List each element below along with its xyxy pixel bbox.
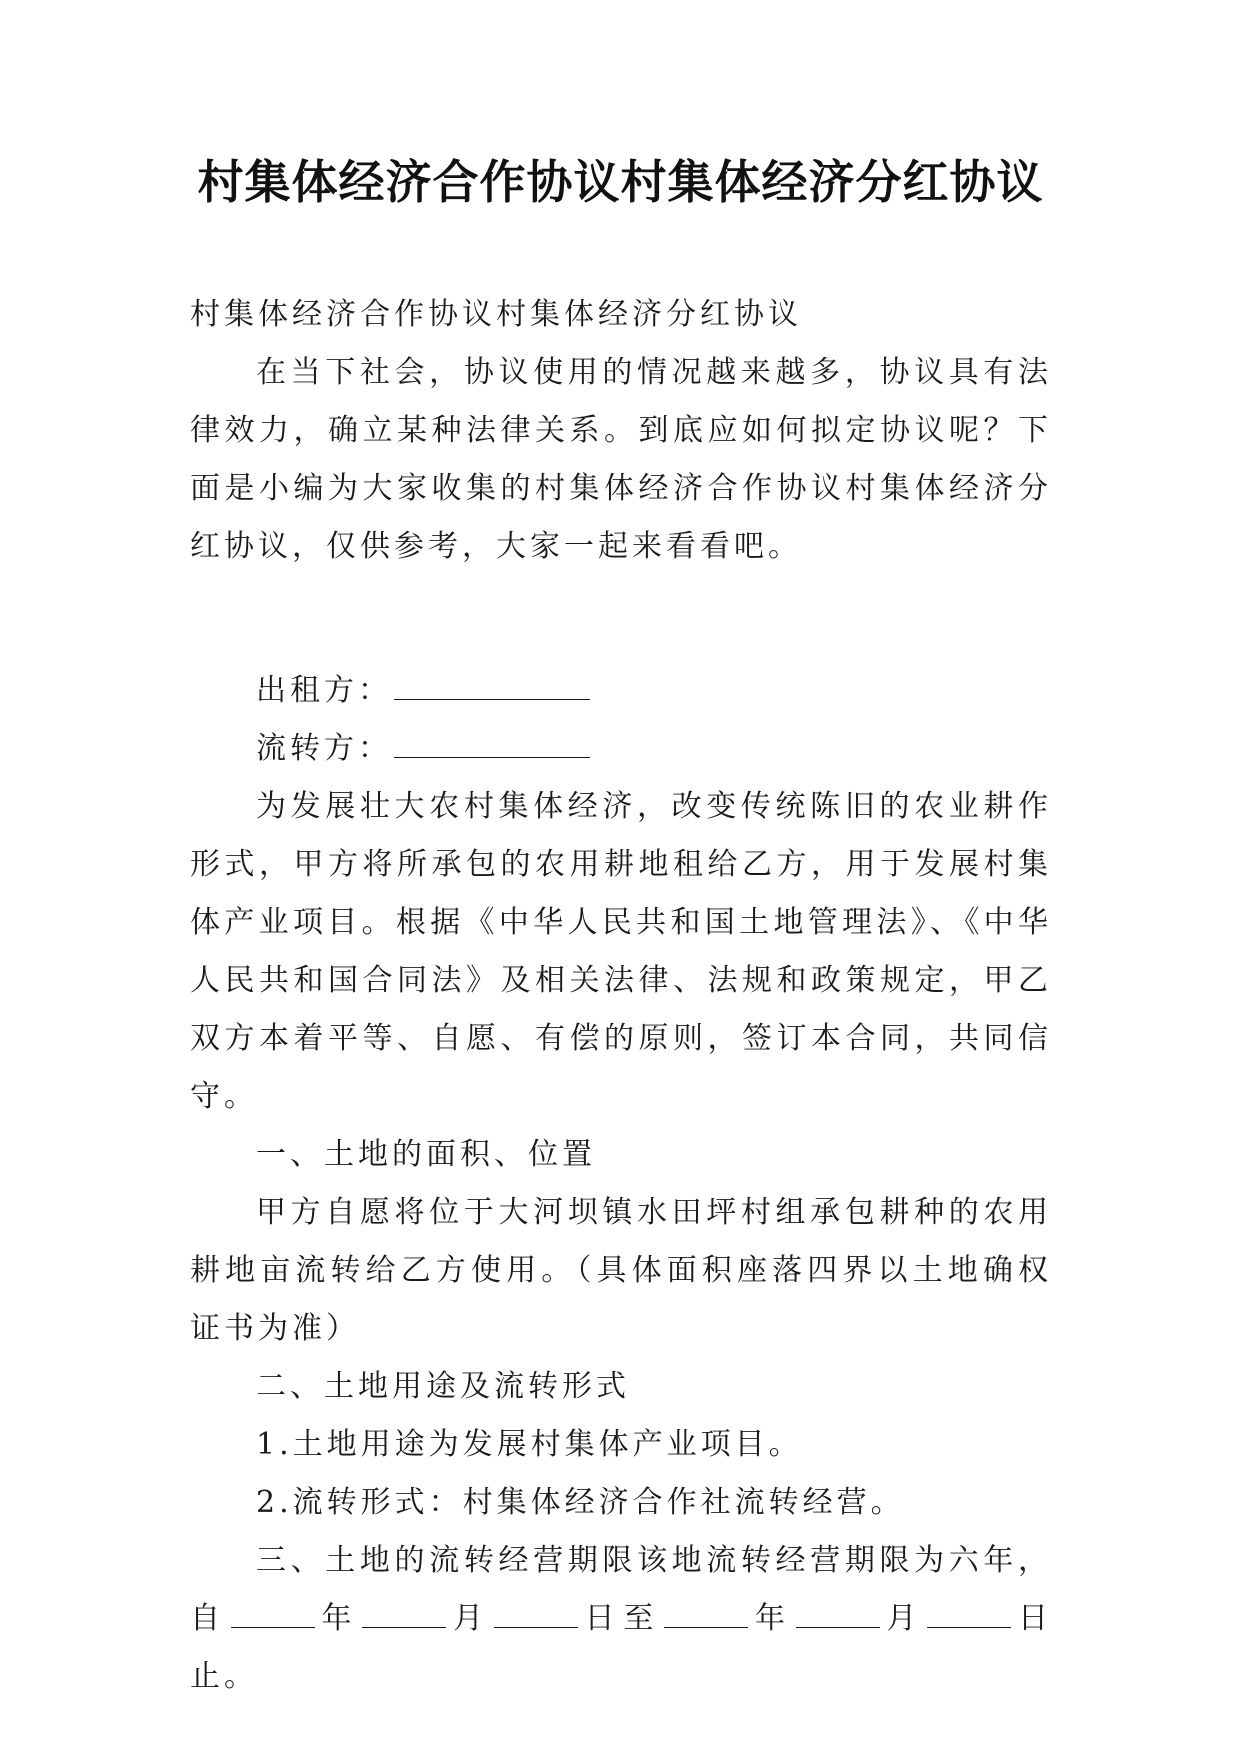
document-title: 村集体经济合作协议村集体经济分红协议 [197,155,1044,209]
section2-item-1: 1.土地用途为发展村集体产业项目。 [256,1427,803,1462]
transferee-line [190,720,1052,778]
lessor-line [190,662,1052,720]
start-month-label: 月 [448,1601,492,1636]
start-year-blank [231,1626,315,1628]
section1-paragraph: 甲方自愿将位于大河坝镇水田坪村组承包耕种的农用耕地亩流转给乙方使用。（具体面积座落四界以土地确权证书为准） [190,1195,1052,1346]
section2-heading: 二、土地用途及流转形式 [256,1369,630,1404]
lessor-label: 出租方： [256,673,392,708]
start-year-label: 年 [316,1601,361,1636]
section3-text: 三、土地的流转经营期限该地流转经营期限为六年，自 [190,1543,1052,1636]
preamble-paragraph: 为发展壮大农村集体经济，改变传统陈旧的农业耕作形式，甲方将所承包的农用耕地租给乙方，用于发展村集体产业项目。根据《中华人民共和国土地管理法》、《中华人民共和国合同法》及相关法律、法规和政策规定，甲乙双方本着平等、自愿、有偿的原则，签订本合同，共同信守。 [190,789,1052,1114]
transferee-label: 流转方： [256,731,392,766]
end-year-label: 年 [750,1601,794,1636]
start-day-blank [494,1626,578,1628]
end-day-blank [927,1626,1011,1628]
lessor-blank [394,698,590,700]
start-month-blank [362,1626,446,1628]
end-month-blank [796,1626,880,1628]
start-day-label: 日至 [579,1601,663,1636]
transferee-blank [394,756,590,758]
intro-paragraph: 在当下社会，协议使用的情况越来越多，协议具有法律效力，确立某种法律关系。到底应如何拟定协议呢？下面是小编为大家收集的村集体经济合作协议村集体经济分红协议，仅供参考，大家一起来看看吧。 [190,355,1052,564]
end-month-label: 月 [881,1601,926,1636]
subtitle: 村集体经济合作协议村集体经济分红协议 [190,297,802,332]
section1-heading: 一、土地的面积、位置 [256,1137,596,1172]
end-day-label: 日止。 [190,1601,1053,1694]
spacer [190,576,1052,662]
section2-item-2: 2.流转形式：村集体经济合作社流转经营。 [256,1485,905,1520]
end-year-blank [664,1626,748,1628]
document-body [190,286,1052,1706]
section3-paragraph [190,1532,1052,1706]
